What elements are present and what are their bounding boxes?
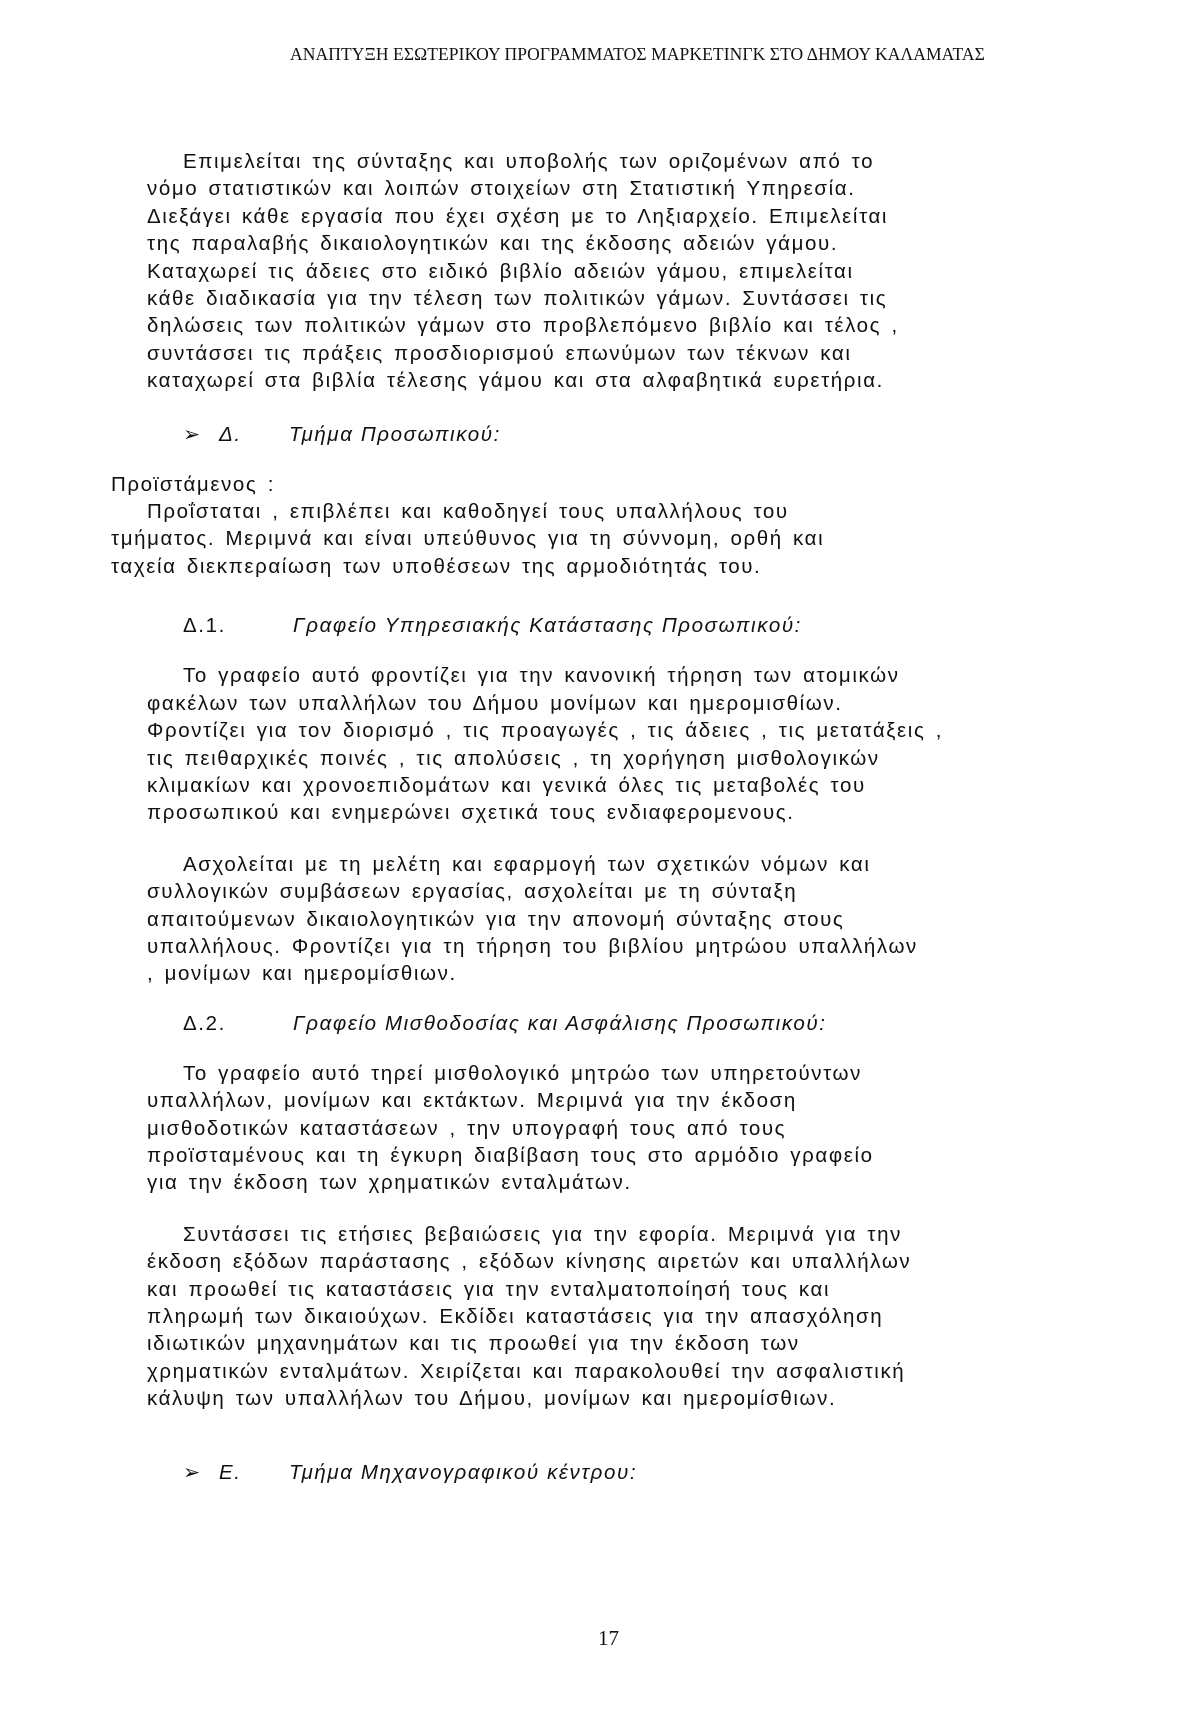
text-line: απαιτούμενων δικαιολογητικών για την απονομή σύνταξης στους (147, 907, 845, 931)
section-e-heading (183, 1459, 1067, 1487)
page-number: 17 (598, 1626, 619, 1650)
section-number: Ε. (219, 1460, 242, 1484)
text-line: Φροντίζει για τον διορισμό , τις προαγωγές , τις άδειες , τις μετατάξεις , (147, 719, 944, 743)
labour-law-paragraph (147, 851, 1067, 988)
section-title: Γραφείο Υπηρεσιακής Κατάστασης Προσωπικού: (293, 614, 802, 638)
section-d-heading (183, 421, 1067, 449)
text-line: συλλογικών συμβάσεων εργασίας, ασχολείται με τη σύνταξη (147, 880, 798, 904)
text-line: τις πειθαρχικές ποινές , τις απολύσεις , τη χορήγηση μισθολογικών (147, 746, 880, 770)
arrow-bullet-icon: ➢ (183, 1460, 202, 1484)
text-line: φακέλων των υπαλλήλων του Δήμου μονίμων και ημερομισθίων. (147, 691, 843, 715)
section-title: Τμήμα Μηχανογραφικού κέντρου: (289, 1460, 638, 1484)
text-line: , μονίμων και ημερομίσθιων. (147, 962, 457, 986)
text-line: τμήματος. Μεριμνά και είναι υπεύθυνος για τη σύννομη, ορθή και (111, 527, 825, 551)
text-line: προϊσταμένους και τη έγκυρη διαβίβαση τους στο αρμόδιο γραφείο (147, 1143, 874, 1167)
section-number: Δ. (219, 422, 242, 446)
text-line: κάθε διαδικασία για την τέλεση των πολιτικών γάμων. Συντάσσει τις (147, 287, 888, 311)
text-line: κλιμακίων και χρονοεπιδομάτων και γενικά όλες τις μεταβολές του (147, 773, 866, 797)
text-line: νόμο στατιστικών και λοιπών στοιχείων στη Στατιστική Υπηρεσία. (147, 177, 856, 201)
text-line: δηλώσεις των πολιτικών γάμων στο προβλεπόμενο βιβλίο και τέλος , (147, 314, 899, 338)
page-body (111, 148, 1067, 1487)
text-line: υπαλλήλους. Φροντίζει για τη τήρηση του βιβλίου μητρώου υπαλλήλων (147, 934, 918, 958)
text-line: κάλυψη των υπαλλήλων του Δήμου, μονίμων και ημερομίσθιων. (147, 1387, 837, 1411)
arrow-bullet-icon: ➢ (183, 422, 202, 446)
text-line: χρηματικών ενταλμάτων. Χειρίζεται και παρακολουθεί την ασφαλιστική (147, 1359, 906, 1383)
text-line: για την έκδοση των χρηματικών ενταλμάτων. (147, 1171, 632, 1195)
section-d2-heading (147, 1010, 1067, 1038)
text-line: ιδιωτικών μηχανημάτων και τις προωθεί για την έκδοση των (147, 1332, 800, 1356)
text-line: ταχεία διεκπεραίωση των υποθέσεων της αρμοδιότητάς του. (111, 554, 762, 578)
text-line: μισθοδοτικών καταστάσεων , την υπογραφή τους από τους (147, 1116, 787, 1140)
section-title: Γραφείο Μισθοδοσίας και Ασφάλισης Προσωπικού: (293, 1011, 827, 1035)
insurance-paragraph (147, 1221, 1067, 1413)
section-d1-heading (147, 612, 1067, 640)
text-line: Συντάσσει τις ετήσιες βεβαιώσεις για την εφορία. Μεριμνά για την (183, 1222, 902, 1246)
text-line: προσωπικού και ενημερώνει σχετικά τους ενδιαφερομενους. (147, 801, 795, 825)
text-line: καταχωρεί στα βιβλία τέλεσης γάμου και στα αλφαβητικά ευρετήρια. (147, 369, 884, 393)
text-line: Επιμελείται της σύνταξης και υποβολής των οριζομένων από το (183, 150, 875, 173)
civil-registry-paragraph (147, 148, 1067, 395)
text-line: έκδοση εξόδων παράστασης , εξόδων κίνησης αιρετών και υπαλλήλων (147, 1250, 912, 1274)
text-line: της παραλαβής δικαιολογητικών και της έκδοσης αδειών γάμου. (147, 232, 839, 256)
section-number: Δ.2. (183, 1011, 226, 1035)
text-line: Προΐσταται , επιβλέπει και καθοδηγεί τους υπαλλήλους του (147, 500, 789, 524)
text-line: Διεξάγει κάθε εργασία που έχει σχέση με το Ληξιαρχείο. Επιμελείται (147, 204, 889, 228)
head-label: Προϊστάμενος : (111, 472, 276, 496)
text-line: και προωθεί τις καταστάσεις για την ενταλματοποίησή τους και (147, 1277, 831, 1301)
text-line: Το γραφείο αυτό τηρεί μισθολογικό μητρώο των υπηρετούντων (183, 1061, 863, 1085)
text-line: συντάσσει τις πράξεις προσδιορισμού επωνύμων των τέκνων και (147, 341, 852, 365)
text-line: πληρωμή των δικαιούχων. Εκδίδει καταστάσεις για την απασχόληση (147, 1305, 884, 1328)
payroll-paragraph (147, 1060, 1067, 1197)
head-of-department-paragraph (111, 471, 1067, 581)
text-line: Καταχωρεί τις άδειες στο ειδικό βιβλίο αδειών γάμου, επιμελείται (147, 259, 854, 283)
section-number: Δ.1. (183, 614, 226, 638)
text-line: Το γραφείο αυτό φροντίζει για την κανονική τήρηση των ατομικών (183, 664, 900, 688)
text-line: υπαλλήλων, μονίμων και εκτάκτων. Μεριμνά για την έκδοση (147, 1089, 797, 1113)
running-header: ΑΝΑΠΤΥΞΗ ΕΣΩΤΕΡΙΚΟΥ ΠΡΟΓΡΑΜΜΑΤΟΣ ΜΑΡΚΕΤΙΝΓΚ ΣΤΟ ΔΗΜΟΥ ΚΑΛΑΜΑΤΑΣ (290, 44, 985, 64)
section-title: Τμήμα Προσωπικού: (289, 422, 501, 446)
text-line: Ασχολείται με τη μελέτη και εφαρμογή των σχετικών νόμων και (183, 852, 871, 876)
personnel-status-paragraph (147, 662, 1067, 826)
